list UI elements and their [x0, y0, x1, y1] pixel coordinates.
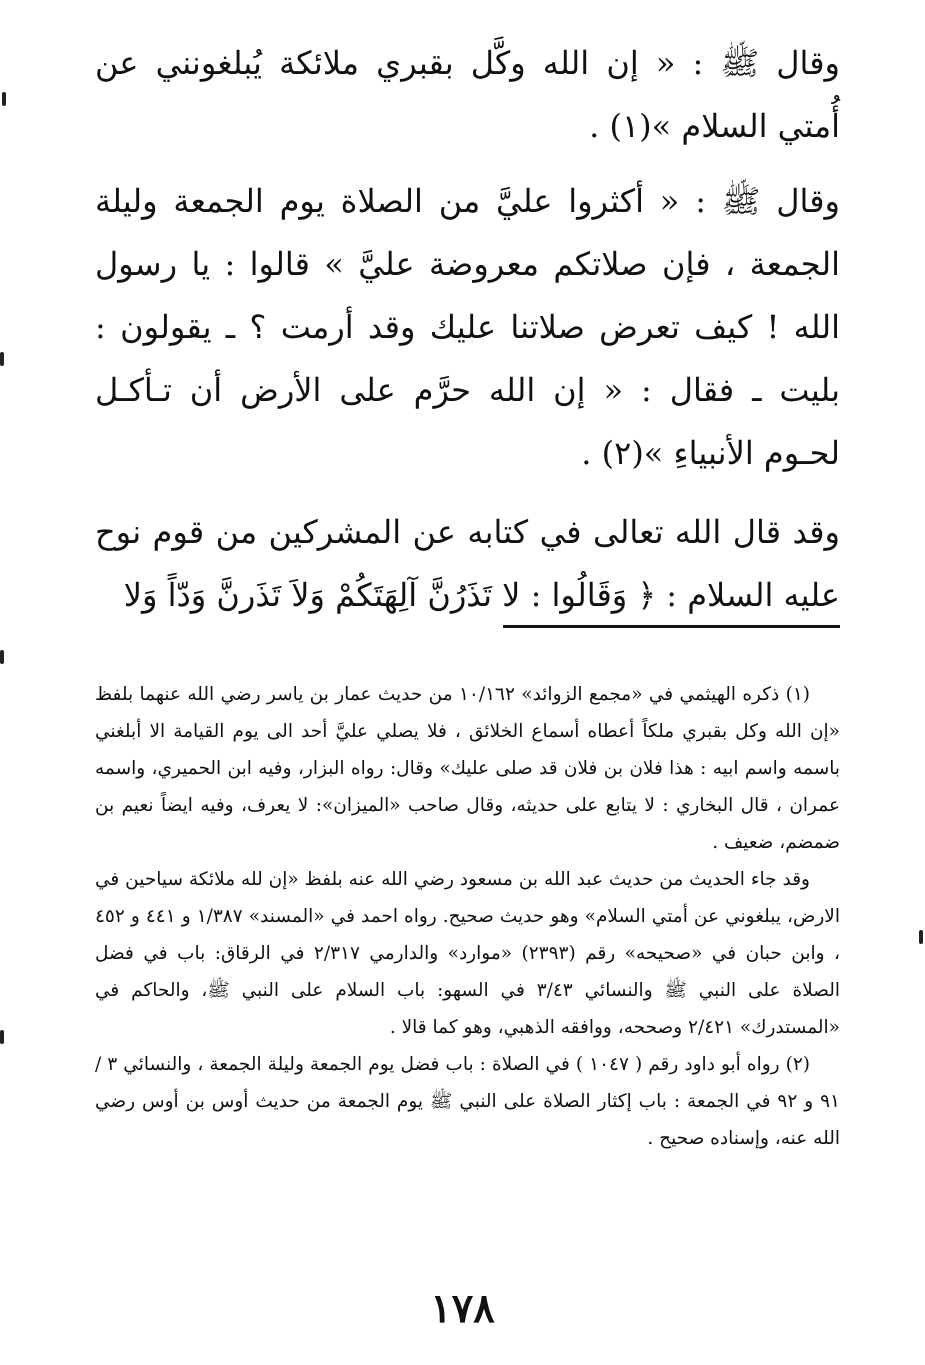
page-number: ١٧٨: [430, 1285, 495, 1332]
paragraph-3: وقد قال الله تعالى في كتابه عن المشركين من قوم نوح عليه السلام : ﴿ وَقَالُوا : لا تَذَرُنَّ آلِهَتَكُمْ وَلاَ تَذَرنَّ وَدّاً وَلا: [95, 513, 840, 614]
footnotes: [95, 676, 840, 1157]
scan-edge-mark: [0, 1030, 4, 1044]
footnote-1: (١) ذكره الهيثمي في «مجمع الزوائد» ١٠/١٦٢ من حديث عمار بن ياسر رضي الله عنهما بلفظ «إن الله وكل بقبري ملكاً أعطاه أسماع الخلائق ، فلا يصلي عليَّ أحد الى يوم القيامة الا أبلغني باسمه واسم ابيه : هذا فلان بن فلان قد صلى عليك» وقال: رواه البزار، وفيه ابن الحميري، واسمه عمران ، قال البخاري : لا يتابع على حديثه، وقال صاحب «الميزان»: لا يعرف، وفيه ايضاً نعيم بن ضمضم، ضعيف .: [95, 684, 840, 853]
paragraph-2: وقال ﷺ : « أكثروا عليَّ من الصلاة يوم الجمعة وليلة الجمعة ، فإن صلاتكم معروضة عليَّ » قالوا : يا رسول الله ! كيف تعرض صلاتنا عليك وقد أرمت ؟ ـ يقولون : بليت ـ فقال : « إن الله حرَّم على الأرض أن تـأكـل لحـوم الأنبياءِ »(٢) .: [95, 182, 840, 472]
scan-edge-mark: [2, 92, 6, 106]
scan-edge-mark: [0, 650, 4, 664]
scan-edge-mark: [919, 930, 923, 944]
paragraph-1: وقال ﷺ : « إن الله وكَّل بقبري ملائكة يُبلغونني عن أُمتي السلام »(١) .: [95, 44, 840, 145]
scan-edge-mark: [0, 352, 4, 366]
footnote-divider: [503, 625, 840, 628]
footnote-1-continued: وقد جاء الحديث من حديث عبد الله بن مسعود رضي الله عنه بلفظ «إن لله ملائكة سياحين في الارض، يبلغوني عن أمتي السلام» وهو حديث صحيح. رواه احمد في «المسند» ١/٣٨٧ و ٤٤١ و ٤٥٢ ، وابن حبان في «صحيحه» رقم (٢٣٩٣) «موارد» والدارمي ٢/٣١٧ في الرقاق: باب في فضل الصلاة على النبي ﷺ والنسائي ٣/٤٣ في السهو: باب السلام على النبي ﷺ، والحاكم في «المستدرك» ٢/٤٢١ وصححه، ووافقه الذهبي، وهو كما قالا .: [95, 869, 840, 1038]
footnote-2: (٢) رواه أبو داود رقم ( ١٠٤٧ ) في الصلاة : باب فضل يوم الجمعة وليلة الجمعة ، والنسائي ٣ /٩١ و ٩٢ في الجمعة : باب إكثار الصلاة على النبي ﷺ يوم الجمعة من حديث أوس بن أوس رضي الله عنه، وإسناده صحيح .: [95, 1054, 840, 1149]
main-text: [95, 32, 840, 639]
